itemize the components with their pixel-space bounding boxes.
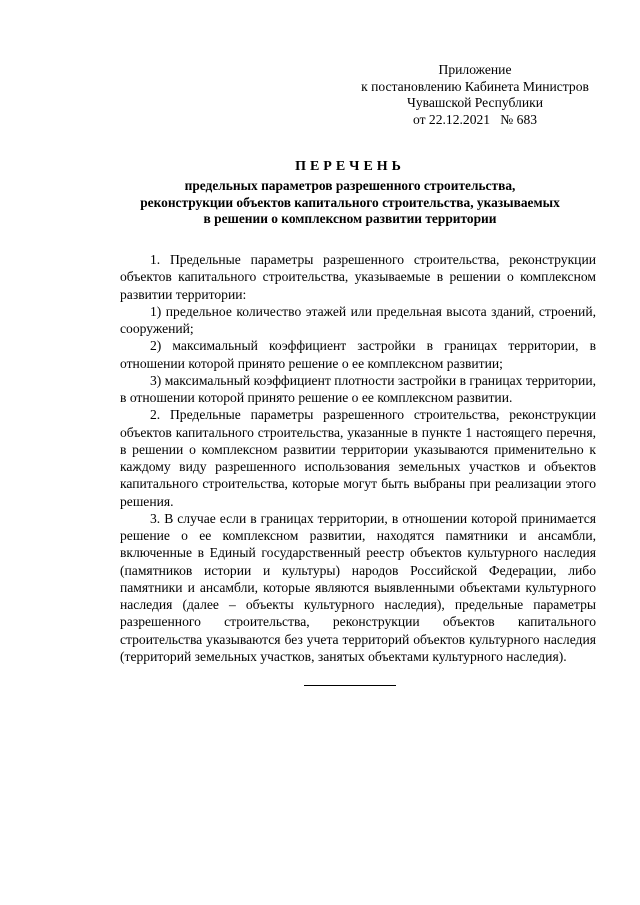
document-body: [120, 251, 596, 665]
appendix-label: Приложение: [438, 62, 512, 77]
document-subtitle-line: реконструкции объектов капитального строительства, указываемых: [140, 194, 560, 210]
document-subtitle-line: в решении о комплексном развитии территории: [203, 211, 497, 226]
end-separator-line: [304, 685, 396, 686]
paragraph-subitem-1: 1) предельное количество этажей или предельная высота зданий, строений, сооружений;: [120, 303, 596, 336]
document-title: ПЕРЕЧЕНЬ: [295, 159, 405, 174]
appendix-republic: Чувашской Республики: [407, 95, 543, 110]
paragraph-item-2: 2. Предельные параметры разрешенного строительства, реконструкции объектов капитального строительства, указанные в пункте 1 настоящего перечня, в решении о комплексном развитии территории указываются применительно к каждому виду разрешенного использования земельных участков и объектов капитального строительства, которые могут быть выбраны при реализации этого решения.: [120, 407, 596, 509]
document-title-block: [100, 158, 600, 228]
appendix-date-number: от 22.12.2021 № 683: [412, 111, 538, 127]
paragraph-subitem-2: 2) максимальный коэффициент застройки в границах территории, в отношении которой принято решение о ее комплексном развитии;: [120, 338, 596, 371]
paragraph-item-3: 3. В случае если в границах территории, в отношении которой принимается решение о ее комплексном развитии, находятся памятники и ансамбли, включенные в Единый государственный реестр объектов культурного наследия (памятников истории и культуры) народов Российской Федерации, либо памятники и ансамбли, которые являются выявленными объектами культурного наследия (далее – объекты культурного наследия), предельные параметры разрешенного строительства, реконструкции объектов капитального строительства указываются без учета территорий объектов культурного наследия (территорий земельных участков, занятых объектами культурного наследия).: [120, 510, 596, 664]
appendix-header: [340, 62, 610, 128]
paragraph-subitem-3: 3) максимальный коэффициент плотности застройки в границах территории, в отношении которой принято решение о ее комплексном развитии.: [120, 372, 596, 405]
document-subtitle-line: предельных параметров разрешенного строительства,: [184, 178, 516, 193]
paragraph-item-1: 1. Предельные параметры разрешенного строительства, реконструкции объектов капитального строительства, указываемые в решении о комплексном развитии территории:: [120, 252, 596, 302]
appendix-reference: к постановлению Кабинета Министров: [361, 78, 589, 94]
